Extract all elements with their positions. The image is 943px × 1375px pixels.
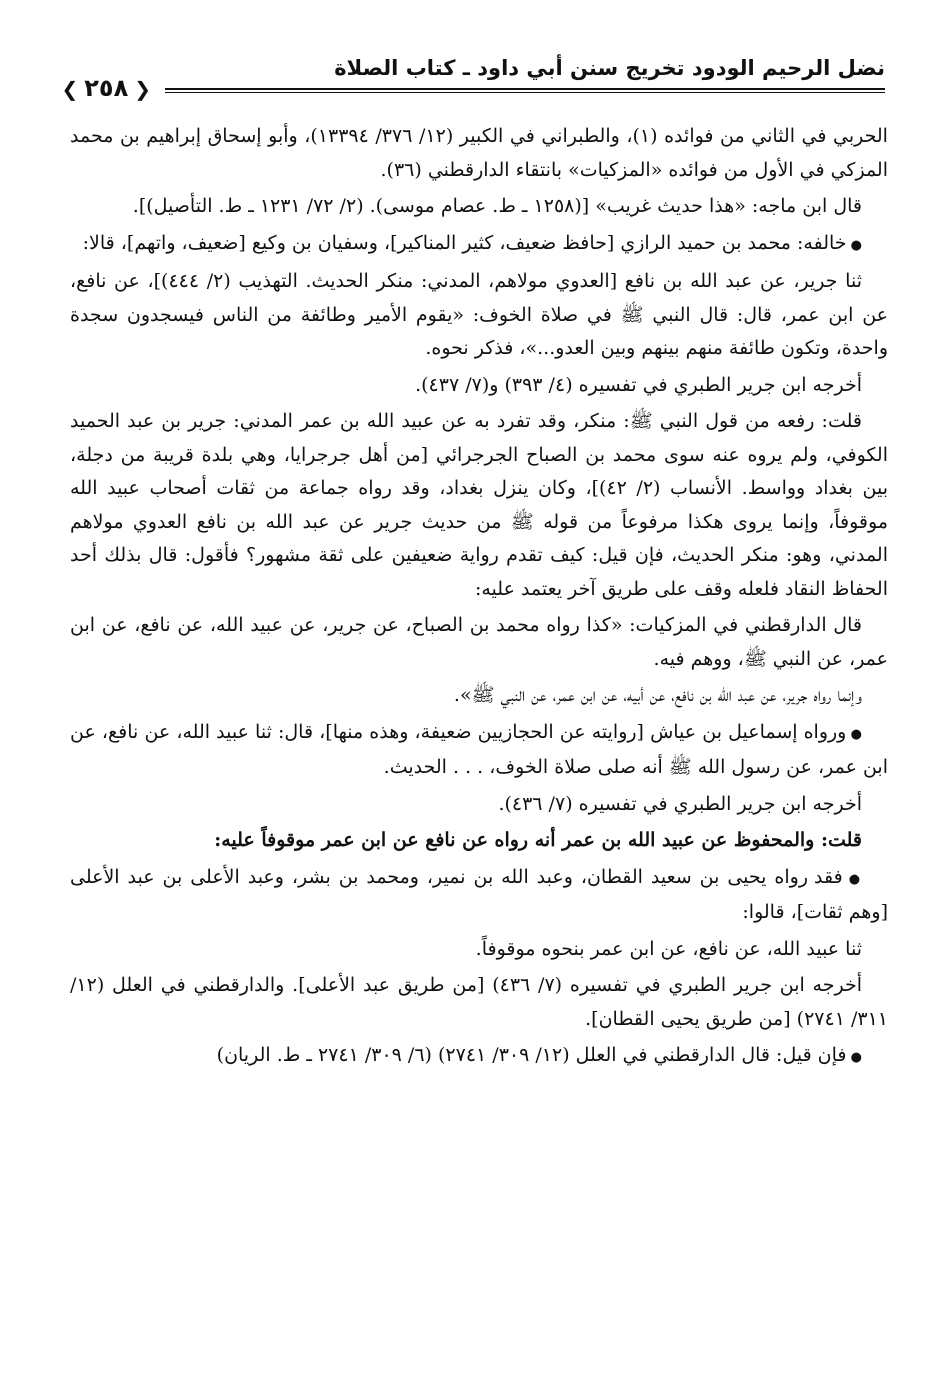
paragraph: قال الدارقطني في المزكيات: «كذا رواه محمد بن الصباح، عن جرير، عن عبيد الله، عن نافع، عن ابن عمر، عن النبي ﷺ، ووهم فيه. — [70, 614, 888, 670]
paragraph: الحربي في الثاني من فوائده (١)، والطبراني في الكبير (١٢/ ٣٧٦/ ١٣٣٩٤)، وأبو إسحاق إبراهيم بن محمد المزكي في الأول من فوائده «المزكيات» بانتقاء الدارقطني (٣٦). — [70, 125, 888, 181]
paragraph-bulleted: ● فقد رواه يحيى بن سعيد القطان، وعبد الله بن نمير، ومحمد بن بشر، وعبد الأعلى بن عبد الأعلى [وهم ثقات]، قالوا: — [70, 861, 888, 930]
running-title: نضل الرحيم الودود تخريج سنن أبي داود ـ كتاب الصلاة — [334, 56, 885, 80]
paragraph-bulleted: ● خالفه: محمد بن حميد الرازي [حافظ ضعيف، كثير المناكير]، وسفيان بن وكيع [ضعيف، واتهم]، قالا: — [70, 227, 888, 263]
paragraph: أخرجه ابن جرير الطبري في تفسيره (٧/ ٤٣٦). — [498, 792, 862, 815]
paragraph: قلت: رفعه من قول النبي ﷺ: منكر، وقد تفرد به عن عبيد الله بن عمر المدني: جرير بن عبد الحميد الكوفي، ولم يروه عنه سوى محمد بن الصباح الجرجرائي [من أهل جرجرايا، وهي بلدة قريبة من دجلة، بين بغداد وواسط. الأنساب (٢/ ٤٢)]، وكان ينزل بغداد، وقد رواه جماعة من ثقات أصحاب عبيد الله موقوفاً، وإنما يروى هكذا مرفوعاً من قوله ﷺ من حديث جرير عن عبد الله بن نافع العدوي مولاهم المدني، وهو: منكر الحديث، فإن قيل: كيف تقدم رواية ضعيفين على ثقة مشهور؟ فأقول: قال بذلك أحد الحفاظ النقاد فلعله وقف على طريق آخر يعتمد عليه: — [70, 410, 888, 600]
paragraph: أخرجه ابن جرير الطبري في تفسيره (٧/ ٤٣٦) [من طريق عبد الأعلى]. والدارقطني في العلل (١٢/ ٣١١/ ٢٧٤١) [من طريق يحيى القطان]. — [70, 974, 888, 1030]
page-body — [70, 120, 888, 1078]
paragraph: ثنا جرير، عن عبد الله بن نافع [العدوي مولاهم، المدني: منكر الحديث. التهذيب (٢/ ٤٤٤)]، عن نافع، عن ابن عمر، قال: قال النبي ﷺ في صلاة الخوف: «يقوم الأمير وطائفة من الناس فيسجدون سجدة واحدة، وتكون طائفة منهم بينهم وبين العدو...»، فذكر نحوه. — [70, 270, 888, 359]
paragraph-bulleted: ● فإن قيل: قال الدارقطني في العلل (١٢/ ٣٠٩/ ٢٧٤١) (٦/ ٣٠٩/ ٢٧٤١ ـ ط. الريان) — [70, 1039, 888, 1075]
paragraph: وإنما رواه جرير، عن عبد الله بن نافع، عن أبيه، عن ابن عمر، عن النبي ﷺ». — [453, 684, 862, 706]
header-rule — [55, 88, 885, 90]
page-number: ❮ ٢٥٨ ❯ — [48, 74, 165, 102]
paragraph-bold: قلت: والمحفوظ عن عبيد الله بن عمر أنه رواه عن نافع عن ابن عمر موقوفاً عليه: — [214, 829, 862, 851]
page-header — [55, 46, 885, 102]
header-rule-thin — [55, 92, 885, 93]
paragraph: ثنا عبيد الله، عن نافع، عن ابن عمر بنحوه موقوفاً. — [475, 937, 862, 960]
paragraph-bulleted: ● ورواه إسماعيل بن عياش [روايته عن الحجازيين ضعيفة، وهذه منها]، قال: ثنا عبيد الله، عن نافع، عن ابن عمر، عن رسول الله ﷺ أنه صلى صلاة الخوف، . . . الحديث. — [70, 716, 888, 785]
paragraph: أخرجه ابن جرير الطبري في تفسيره (٤/ ٣٩٣) و(٧/ ٤٣٧). — [415, 373, 862, 396]
paragraph: قال ابن ماجه: «هذا حديث غريب» [(١٢٥٨ ـ ط. عصام موسى). (٢/ ٧٢/ ١٢٣١ ـ ط. التأصيل)]. — [132, 195, 862, 217]
